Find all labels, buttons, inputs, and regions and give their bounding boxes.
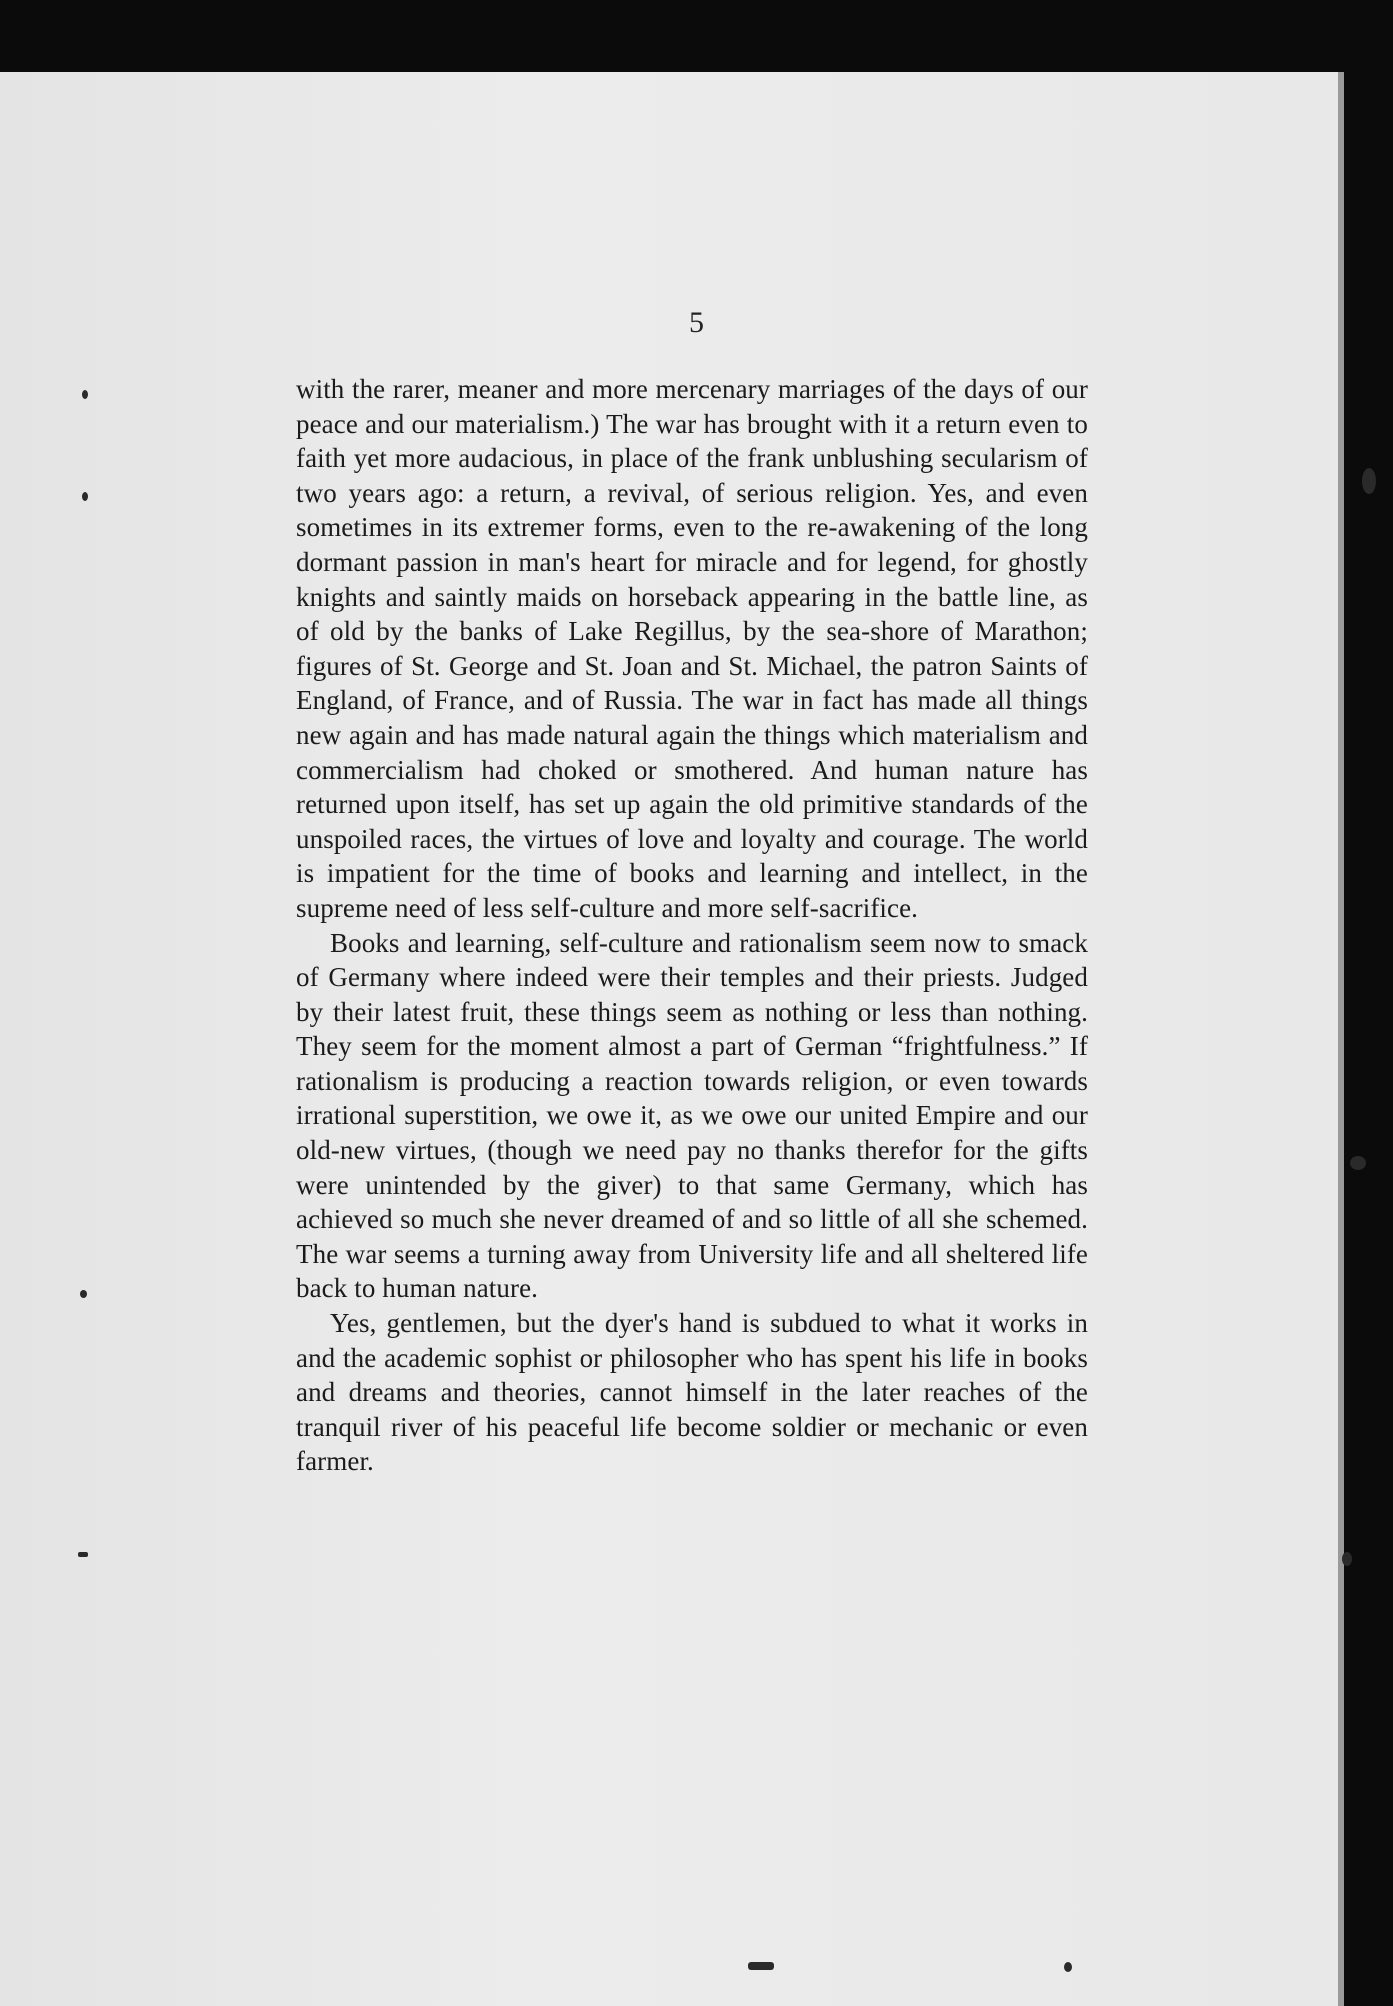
- bottom-speck-2: [1064, 1962, 1072, 1972]
- edge-speck-1: [1362, 468, 1376, 494]
- margin-speck-3: [80, 1290, 87, 1298]
- page-number: 5: [689, 306, 704, 339]
- edge-speck-3: [1342, 1552, 1352, 1566]
- bottom-speck-1: [748, 1962, 774, 1970]
- page-edge-shadow: [1338, 72, 1344, 2006]
- edge-speck-2: [1350, 1156, 1366, 1170]
- body-text: [296, 372, 1088, 1479]
- margin-speck-2: [82, 492, 88, 501]
- paragraph-2: Books and learning, self-culture and rationalism seem now to smack of Germany where indeed were their temples and their priests. Judged by their latest fruit, these things seem as nothing or less than nothing. They seem for the moment almost a part of German “frightfulness.” If rationalism is producing a reaction towards religion, or even towards irrational superstition, we owe it, as we owe our united Empire and our old-new virtues, (though we need pay no thanks therefor for the gifts were unintended by the giver) to that same Germany, which has achieved so much she never dreamed of and so little of all she schemed. The war seems a turning away from University life and all sheltered life back to human nature.: [296, 927, 1088, 1304]
- paragraph-3: Yes, gentlemen, but the dyer's hand is subdued to what it works in and the academic sophist or philosopher who has spent his life in books and dreams and theories, cannot himself in the later reaches of the tranquil river of his peaceful life become soldier or mechanic or even farmer.: [296, 1308, 1088, 1477]
- margin-speck-1: [82, 390, 88, 399]
- paragraph-1: with the rarer, meaner and more mercenary marriages of the days of our peace and our materialism.) The war has brought with it a return even to faith yet more audacious, in place of the frank unblushing secularism of two years ago: a return, a revival, of serious religion. Yes, and even sometimes in its extremer forms, even to the re-awakening of the long dormant passion in man's heart for miracle and for legend, for ghostly knights and saintly maids on horseback appearing in the battle line, as of old by the banks of Lake Regillus, by the sea-shore of Marathon; figures of St. George and St. Joan and St. Michael, the patron Saints of England, of France, and of Russia. The war in fact has made all things new again and has made natural again the things which materialism and commercialism had choked or smothered. And human nature has returned upon itself, has set up again the old primitive standards of the unspoiled races, the virtues of love and loyalty and courage. The world is impatient for the time of books and learning and intellect, in the supreme need of less self-culture and more self-sacrifice.: [296, 374, 1088, 923]
- margin-speck-4: [78, 1552, 88, 1557]
